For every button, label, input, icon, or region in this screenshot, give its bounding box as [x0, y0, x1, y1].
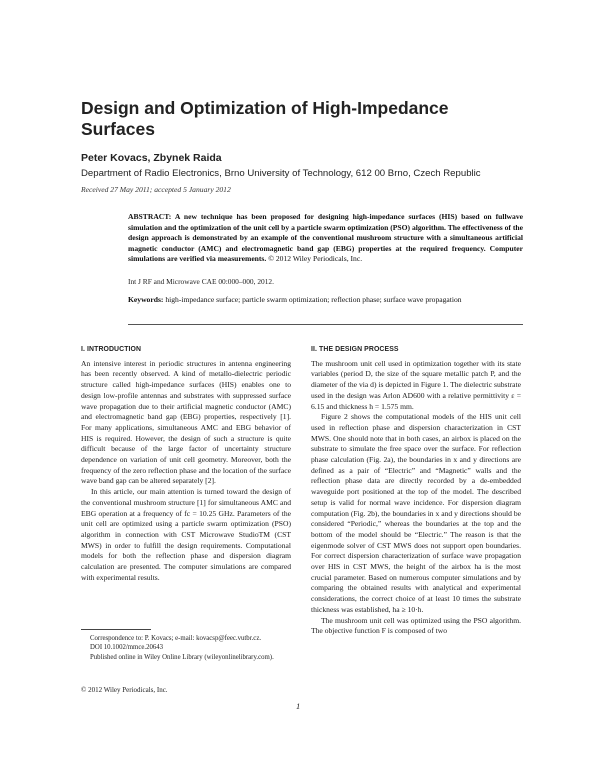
affiliation: Department of Radio Electronics, Brno University of Technology, 612 00 Brno, Czech Republic	[81, 168, 481, 179]
intro-paragraph-1: An intensive interest in periodic structures in antenna engineering has been recently observed. A kind of metallo-dielectric periodic structure called high-impedance surfaces (HIS) enables one to design low-profile antennas and substrates with suppressed surface wave propagation due to their artificial magnetic conductor (AMC) and electromagnetic band gap (EBG) properties, respectively [1]. For many applications, simultaneous AMC and EBG behavior of HIS is required. However, the design of such a structure is quite difficult because of the large factor of uncertainty structure dependence on variation of unit cell geometry. Moreover, both the frequency of the zero reflection phase and the location of the surface wave band gap can be altered separately [2].	[81, 358, 291, 486]
section-heading-design-process: II. THE DESIGN PROCESS	[311, 346, 399, 353]
keywords-text: high-impedance surface; particle swarm optimization; reflection phase; surface wave propagation	[165, 295, 462, 304]
design-paragraph-1: The mushroom unit cell used in optimization together with its state variables (period D, the size of the square metallic patch P, and the diameter of the via d) is depicted in Figure 1. The dielectric substrate used in the design was Arlon AD600 with a relative permittivity ε = 6.15 and thickness h = 1.575 mm.	[311, 358, 521, 411]
abstract	[128, 212, 523, 265]
page-number: 1	[296, 701, 301, 711]
design-paragraph-2: Figure 2 shows the computational models of the HIS unit cell used in reflection phase and dispersion characterization in CST MWS. One should note that in both cases, an airbox is placed on the substrate to simulate the free space over the surface. For reflection phase calculation (Fig. 2a), the boundaries in x and y directions are defined as a pair of “Electric” and “Magnetic” walls and the reflection phase data are directly recorded by a de-embedded waveguide port positioned at the top of the model. The described setup is valid for normal wave incidence. For dispersion diagram computation (Fig. 2b), the boundaries in x and y directions should be considered “Periodic,” whereas the boundaries at the top and the bottom of the model should be “Electric.” The reason is that the eigenmode solver of CST MWS does not support open boundaries. For correct dispersion characterization of surface wave propagation over HIS in CST MWS, the height of the airbox ha is the most crucial parameter. Based on numerous computer simulations and by comparing the obtained results with analytical and experimental considerations, the correct choice of at least 10 times the substrate thickness was established, ha ≥ 10·h.	[311, 412, 521, 614]
footnote	[90, 634, 290, 662]
author-list: Peter Kovacs, Zbynek Raida	[81, 152, 222, 164]
footnote-published: Published online in Wiley Online Library (wileyonlinelibrary.com).	[90, 653, 274, 661]
received-date: Received 27 May 2011; accepted 5 January 2012	[81, 185, 231, 194]
section-heading-introduction: I. INTRODUCTION	[81, 346, 142, 353]
keywords-label: Keywords:	[128, 295, 164, 304]
footnote-correspondence: Correspondence to: P. Kovacs; e-mail: kovacsp@feec.vutbr.cz.	[90, 635, 262, 642]
intro-paragraph-2: In this article, our main attention is turned toward the design of the conventional mushroom structure [1] for simultaneous AMC and EBG operation at a frequency of fc = 10.25 GHz. Parameters of the unit cell are optimized using a particle swarm optimization (PSO) algorithm in connection with CST Microwave StudioTM (CST MWS) in order to fulfill the design requirements. Computational models for both the reflection phase and dispersion diagram calculation are presented. The computer simulations are compared with experimental results.	[81, 487, 291, 582]
footnote-doi: DOI 10.1002/mmce.20643	[90, 644, 164, 652]
design-paragraph-3: The mushroom unit cell was optimized using the PSO algorithm. The objective function F is composed of two	[311, 615, 521, 636]
copyright-notice: © 2012 Wiley Periodicals, Inc.	[81, 686, 168, 694]
abstract-text: ABSTRACT: A new technique has been proposed for designing high-impedance surfaces (HIS) based on fullwave simulation and the optimization of the unit cell by a particle swarm optimization (PSO) algorithm. The effectiveness of the design approach is demonstrated by an example of the conventional mushroom structure with a simultaneous artificial magnetic conductor (AMC) and electromagnetic band gap (EBG) properties at the required frequency. Computer simulations are verified via measurements.	[128, 212, 523, 263]
right-column	[311, 345, 521, 637]
keywords	[128, 295, 523, 306]
paper-title: Design and Optimization of High-Impedance Surfaces	[81, 98, 449, 139]
journal-citation: Int J RF and Microwave CAE 00:000–000, 2012.	[128, 277, 274, 286]
abstract-copyright: © 2012 Wiley Periodicals, Inc.	[268, 254, 363, 263]
footnote-divider	[81, 629, 151, 630]
abstract-divider	[128, 324, 523, 325]
left-column	[81, 345, 291, 583]
